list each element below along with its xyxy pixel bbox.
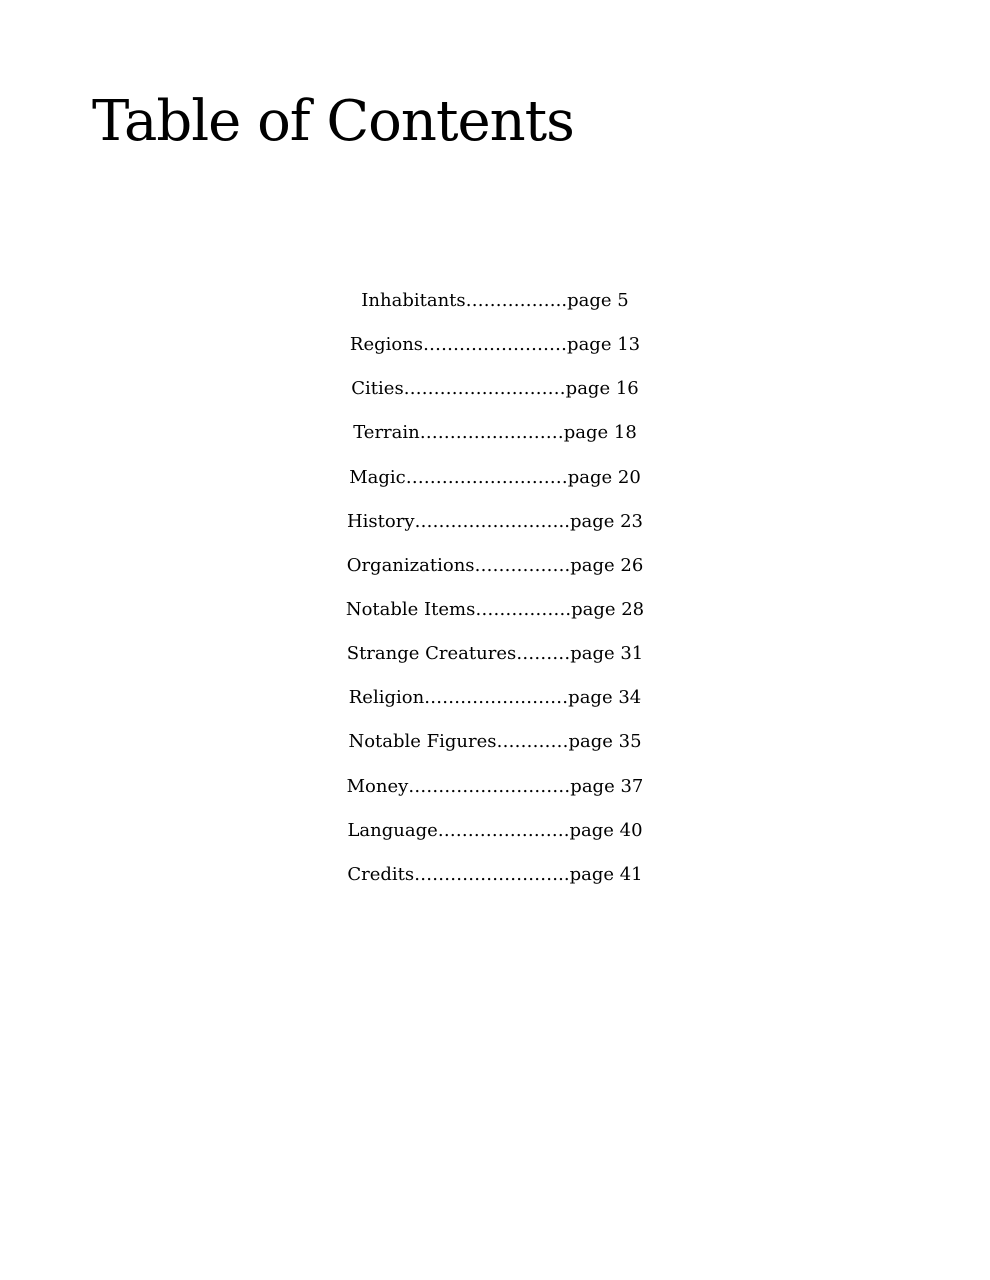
toc-entry-text: Money………………………page 37 [346,775,644,797]
toc-entry-text: Magic………………………page 20 [349,466,641,488]
toc-entry-religion [0,683,990,727]
toc-entry-inhabitants [0,286,990,330]
toc-entry-magic [0,463,990,507]
toc-entry-text: Language………………….page 40 [347,819,643,841]
toc-entry-text: Strange Creatures………page 31 [346,643,644,665]
toc-entry-notable-figures [0,727,990,771]
toc-entry-money [0,772,990,816]
toc-entry-text: Regions……………………page 13 [349,334,641,356]
toc-entry-text: Notable Figures…………page 35 [348,731,642,753]
page-title: Table of Contents [92,89,574,154]
toc-entry-text: Inhabitants……………..page 5 [361,290,629,311]
toc-entry-notable-items [0,595,990,639]
toc-entry-text: Religion……………………page 34 [348,687,642,709]
toc-entry-text: Terrain……………………page 18 [353,422,637,444]
toc-entry-text: Cities………………………page 16 [351,378,639,400]
toc-entry-text: Notable Items…………….page 28 [345,598,645,620]
toc-entry-organizations [0,551,990,595]
toc-entry-text: History……………………..page 23 [346,510,644,532]
table-of-contents [0,286,990,904]
toc-entry-text: Credits……………………..page 41 [347,863,643,885]
toc-entry-credits [0,860,990,904]
toc-entry-text: Organizations…………….page 26 [346,554,644,576]
toc-entry-language [0,816,990,860]
toc-entry-cities [0,374,990,418]
toc-entry-history [0,507,990,551]
toc-entry-strange-creatures [0,639,990,683]
toc-entry-terrain [0,418,990,462]
toc-entry-regions [0,330,990,374]
